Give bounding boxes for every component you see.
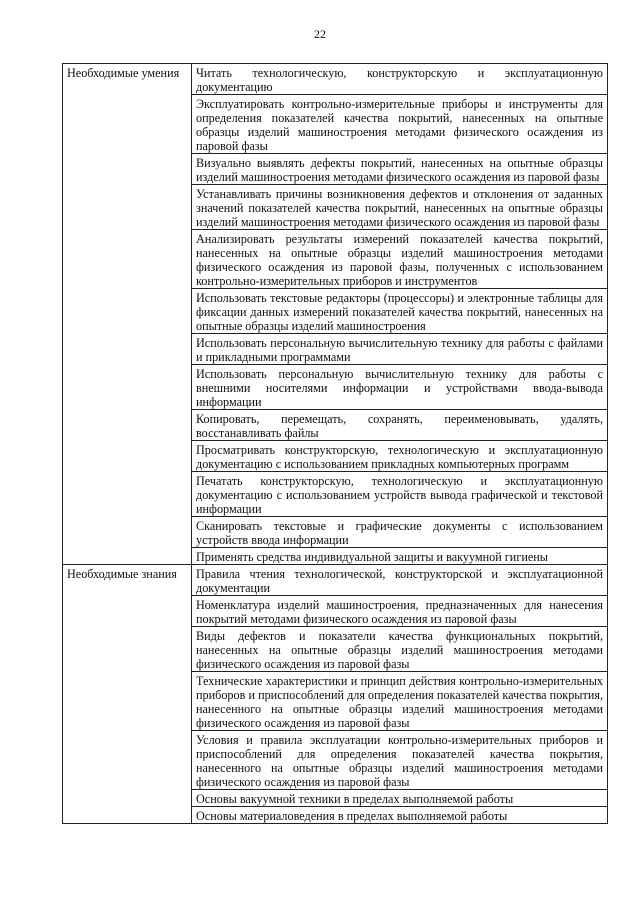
requirement-item: Правила чтения технологической, конструкторской и эксплуатационной документации xyxy=(192,565,608,596)
requirement-item: Использовать текстовые редакторы (процессоры) и электронные таблицы для фиксации данных измерений показателей качества покрытий, нанесенных на опытные образцы изделий машиностроения xyxy=(192,289,608,334)
requirement-item: Номенклатура изделий машиностроения, предназначенных для нанесения покрытий методами физического осаждения из паровой фазы xyxy=(192,596,608,627)
section-label: Необходимые знания xyxy=(63,565,192,824)
table-row xyxy=(63,64,608,95)
requirement-item: Сканировать текстовые и графические документы с использованием устройств ввода информации xyxy=(192,517,608,548)
requirement-item: Основы вакуумной техники в пределах выполняемой работы xyxy=(192,790,608,807)
requirement-item: Копировать, перемещать, сохранять, переименовывать, удалять, восстанавливать файлы xyxy=(192,410,608,441)
requirement-item: Использовать персональную вычислительную технику для работы с файлами и прикладными программами xyxy=(192,334,608,365)
section-label: Необходимые умения xyxy=(63,64,192,565)
requirement-item: Основы материаловедения в пределах выполняемой работы xyxy=(192,807,608,824)
requirement-item: Анализировать результаты измерений показателей качества покрытий, нанесенных на опытные образцы изделий машиностроения методами физического осаждения из паровой фазы, полученных с использованием контрольно-измерительных приборов и инструментов xyxy=(192,230,608,289)
page-number: 22 xyxy=(314,27,326,41)
requirements-table-body xyxy=(63,64,608,824)
requirement-item: Устанавливать причины возникновения дефектов и отклонения от заданных значений показателей качества покрытий, нанесенных на опытные образцы изделий машиностроения методами физического осаждения из паровой фазы xyxy=(192,185,608,230)
requirement-item: Визуально выявлять дефекты покрытий, нанесенных на опытные образцы изделий машиностроения методами физического осаждения из паровой фазы xyxy=(192,154,608,185)
requirement-item: Печатать конструкторскую, технологическую и эксплуатационную документацию с использованием устройств вывода графической и текстовой информации xyxy=(192,472,608,517)
requirement-item: Читать технологическую, конструкторскую и эксплуатационную документацию xyxy=(192,64,608,95)
requirement-item: Эксплуатировать контрольно-измерительные приборы и инструменты для определения показателей качества покрытий, нанесенных на опытные образцы изделий машиностроения методами физического осаждения из паровой фазы xyxy=(192,95,608,154)
requirements-table xyxy=(62,63,608,824)
requirement-item: Технические характеристики и принцип действия контрольно-измерительных приборов и приспособлений для определения показателей качества покрытия, нанесенного на опытные образцы изделий машиностроения методами физического осаждения из паровой фазы xyxy=(192,672,608,731)
requirement-item: Применять средства индивидуальной защиты и вакуумной гигиены xyxy=(192,548,608,565)
table-row xyxy=(63,565,608,596)
requirement-item: Виды дефектов и показатели качества функциональных покрытий, нанесенных на опытные образцы изделий машиностроения методами физического осаждения из паровой фазы xyxy=(192,627,608,672)
requirement-item: Просматривать конструкторскую, технологическую и эксплуатационную документацию с использованием прикладных компьютерных программ xyxy=(192,441,608,472)
requirement-item: Использовать персональную вычислительную технику для работы с внешними носителями информации и устройствами ввода-вывода информации xyxy=(192,365,608,410)
requirement-item: Условия и правила эксплуатации контрольно-измерительных приборов и приспособлений для определения показателей качества покрытия, нанесенного на опытные образцы изделий машиностроения методами физического осаждения из паровой фазы xyxy=(192,731,608,790)
